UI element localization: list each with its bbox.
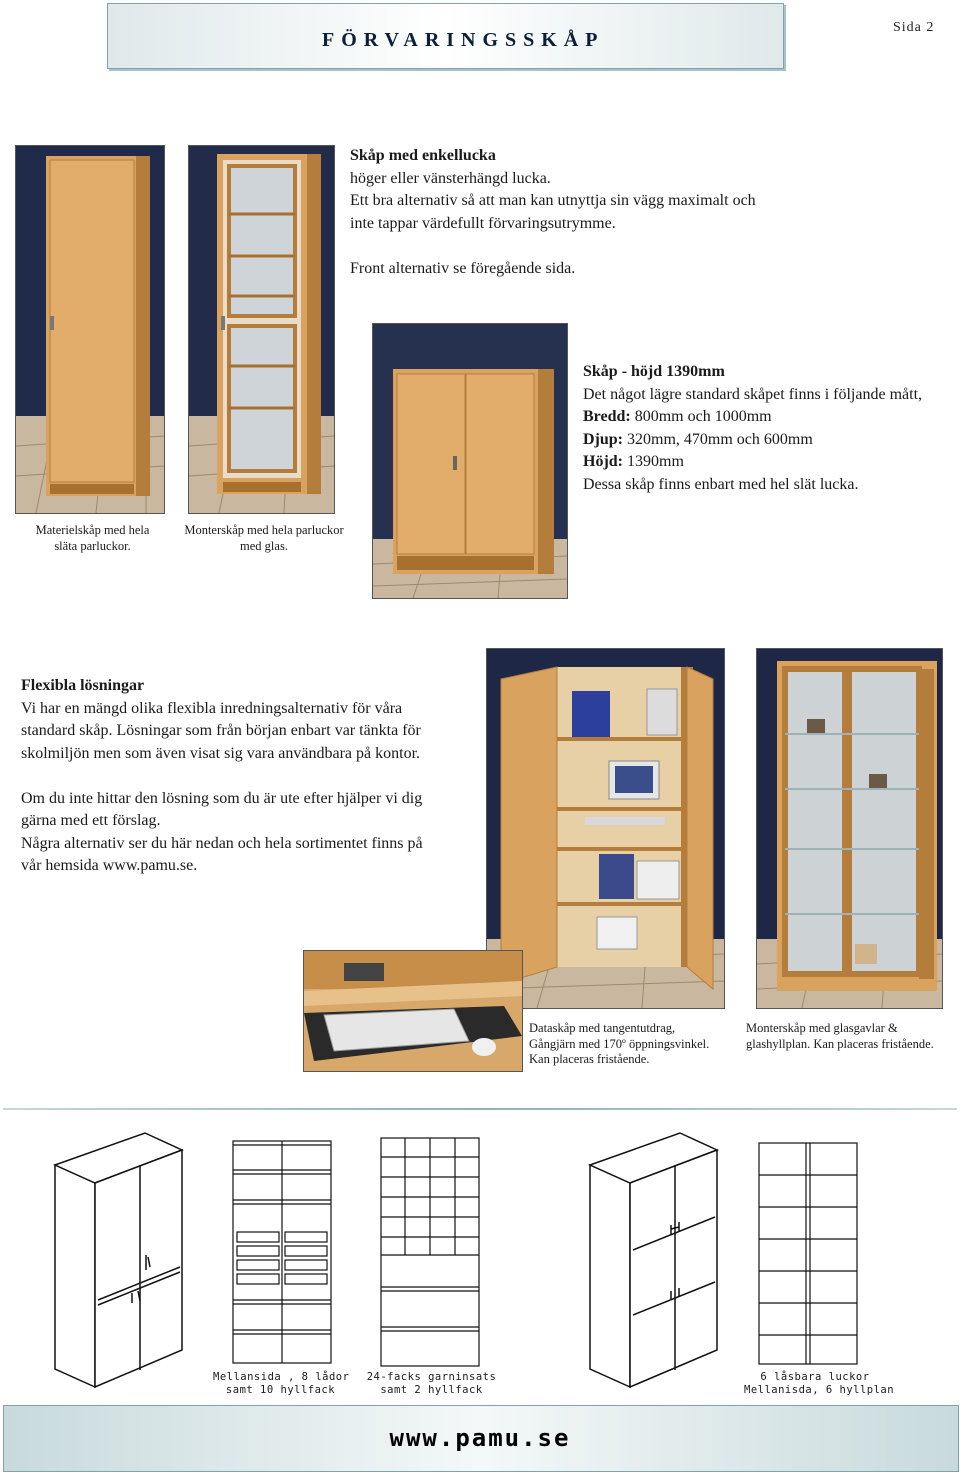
drawing-lador-hyllfack xyxy=(232,1140,332,1365)
section-enkellucka xyxy=(350,145,756,280)
dimension-hojd xyxy=(583,451,922,474)
photo-skap-1390 xyxy=(372,323,568,599)
caption-line: Mellanisda, 6 hyllplan xyxy=(744,1384,895,1396)
dimension-djup xyxy=(583,429,922,452)
heading-flexibla: Flexibla lösningar xyxy=(21,677,145,694)
drawing-hyllplan xyxy=(758,1142,858,1365)
caption-line: samt 10 hyllfack xyxy=(225,1384,336,1396)
caption-line: Gångjärn med 170º öppningsvinkel. xyxy=(529,1036,710,1051)
section-divider xyxy=(3,1108,957,1110)
drawing-garninsats xyxy=(380,1137,480,1367)
dimension-value: 1390mm xyxy=(623,453,684,470)
caption-monterskap xyxy=(175,523,353,554)
drawing-cabinet-doors xyxy=(50,1125,190,1390)
caption-drawing-lador xyxy=(213,1371,348,1397)
text-line: Ett bra alternativ så att man kan utnyttja sin vägg maximalt och xyxy=(350,192,756,209)
text-line: Om du inte hittar den lösning som du är ute efter hjälper vi dig xyxy=(21,789,423,807)
text-line: Det något lägre standard skåpet finns i följande mått, xyxy=(583,385,923,403)
text-line: vår hemsida www.pamu.se. xyxy=(21,857,198,874)
caption-drawing-hyllplan xyxy=(744,1371,895,1397)
dimension-label: Bredd: xyxy=(583,408,631,425)
text-line: gärna med ett förslag. xyxy=(21,812,161,829)
text-line: standard skåp. Lösningar som från början enbart var tänkta för xyxy=(21,722,421,739)
footer-website-link[interactable]: www.pamu.se xyxy=(389,1424,571,1452)
heading-hojd-1390: Skåp - höjd 1390mm xyxy=(583,363,725,380)
text-line: skolmiljön men som även visat sig vara användbara på kontor. xyxy=(21,744,421,762)
section-flexibla xyxy=(21,675,423,878)
caption-line: 24-facks garninsats xyxy=(366,1371,497,1383)
text-line: höger eller vänsterhängd lucka. xyxy=(350,169,551,187)
text-line: inte tappar värdefullt förvaringsutrymme. xyxy=(350,214,616,232)
photo-tangentutdrag xyxy=(303,950,523,1072)
dimension-value: 320mm, 470mm och 600mm xyxy=(623,430,813,448)
dimension-label: Höjd: xyxy=(583,453,623,470)
text-line: Några alternativ ser du här nedan och hela sortimentet finns på xyxy=(21,834,423,852)
caption-line: glashyllplan. Kan placeras fristående. xyxy=(746,1036,934,1051)
caption-line: samt 2 hyllfack xyxy=(380,1384,483,1396)
caption-materialskap xyxy=(15,523,170,554)
dimension-label: Djup: xyxy=(583,430,624,448)
caption-line: 6 låsbara luckor xyxy=(760,1371,870,1383)
section-hojd-1390 xyxy=(583,361,922,496)
drawing-lasbara-luckor xyxy=(585,1125,725,1390)
caption-drawing-garninsats xyxy=(364,1371,499,1397)
text-line: Front alternativ se föregående sida. xyxy=(350,259,576,277)
heading-enkellucka: Skåp med enkellucka xyxy=(350,147,496,164)
photo-materialskap xyxy=(15,145,165,514)
caption-dataskap xyxy=(529,1021,709,1068)
caption-line: Monterskåp med glasgavlar & xyxy=(746,1021,898,1035)
dimension-value: 800mm och 1000mm xyxy=(630,408,772,425)
photo-glasgavlar xyxy=(756,648,943,1009)
caption-line: släta parluckor. xyxy=(54,538,131,553)
photo-monterskap xyxy=(188,145,335,514)
caption-line: Materielskåp med hela xyxy=(35,523,150,537)
dimension-bredd xyxy=(583,406,922,429)
caption-line: med glas. xyxy=(240,538,288,553)
caption-line: Mellansida , 8 lådor xyxy=(213,1371,350,1383)
caption-glasgavlar xyxy=(746,1021,934,1052)
caption-line: Dataskåp med tangentutdrag, xyxy=(529,1021,676,1035)
text-line: Dessa skåp finns enbart med hel slät lucka. xyxy=(583,475,859,493)
text-line: Vi har en mängd olika flexibla inredningsalternativ för våra xyxy=(21,699,403,717)
page-number: Sida 2 xyxy=(893,20,935,35)
page-title: FÖRVARINGSSKÅP xyxy=(322,29,605,51)
caption-line: Monterskåp med hela parluckor xyxy=(184,523,344,537)
caption-line: Kan placeras fristående. xyxy=(529,1052,650,1066)
